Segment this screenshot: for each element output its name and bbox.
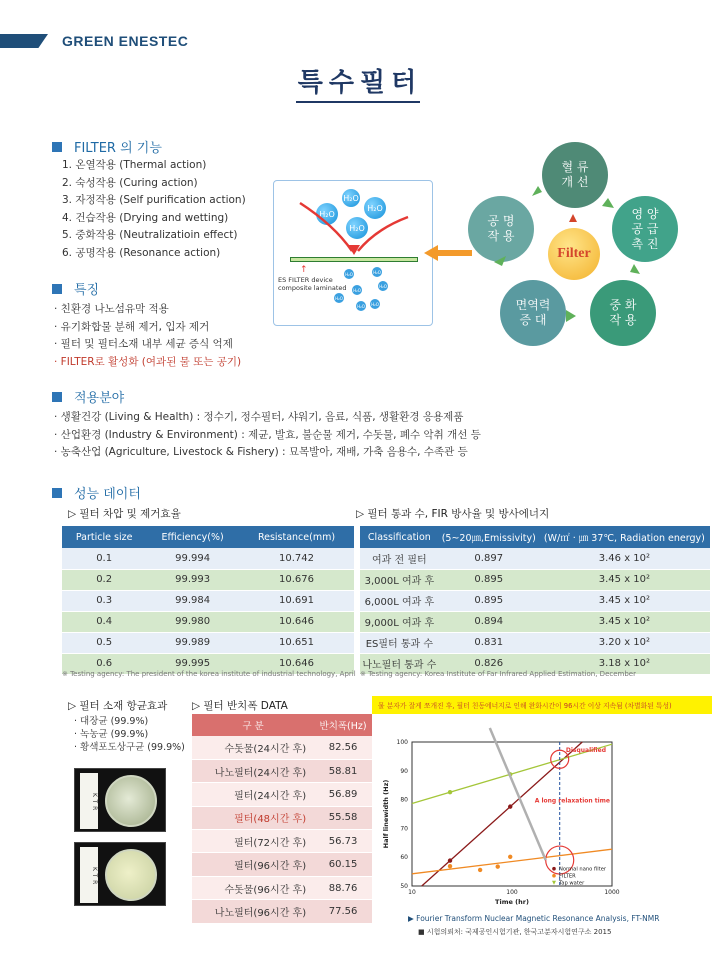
table-row: 0.2 99.993 10.676: [62, 569, 354, 590]
list-item: · 생활건강 (Living & Health) : 정수기, 정수필터, 샤워기, 음료, 식품, 생활환경 응용제품: [54, 411, 464, 423]
table1-note: ※ Testing agency: The president of the korea institute of industrial technology, April: [62, 670, 356, 678]
small-water-icon: H₂O: [352, 285, 362, 295]
chart-banner: 물 분자가 잘게 쪼개진 후, 필터 친동에너지로 인해 완화시간이 96시간 이상 지속됨 (차별화된 특성): [372, 696, 712, 714]
cycle-node-immunity: 면역력 증 대: [500, 280, 566, 346]
column-header: (5~20㎛,Emissivity): [439, 526, 539, 548]
column-header: Resistance(mm): [239, 526, 354, 548]
column-header: Efficiency(%): [146, 526, 239, 548]
list-item: 5. 중화작용 (Neutralizatioin effect): [62, 229, 238, 241]
small-water-icon: H₂O: [378, 281, 388, 291]
x-axis-label: Time (hr): [495, 898, 529, 906]
nmr-chart: [378, 716, 714, 912]
small-water-icon: H₂O: [372, 267, 382, 277]
filter-membrane: [290, 257, 418, 262]
table-row: 0.3 99.984 10.691: [62, 590, 354, 611]
table-row: 필터(96시간 후) 60.15: [192, 853, 372, 876]
linewidth-table: [192, 714, 372, 924]
x-tick-label: 100: [506, 889, 518, 896]
list-item: 3. 자정작용 (Self purification action): [62, 194, 246, 206]
list-item: · 녹농균 (99.9%): [74, 729, 149, 740]
dish-icon: [105, 775, 157, 827]
table-row: 여과 전 필터 0.897 3.46 x 10²: [360, 548, 710, 569]
test-paper: KTR: [80, 773, 98, 829]
performance-heading-text: 성능 데이터: [74, 487, 141, 502]
petri-dish-photo: [74, 768, 166, 832]
y-tick-label: 90: [400, 767, 408, 775]
list-item: 6. 공명작용 (Resonance action): [62, 246, 221, 259]
legend-marker: [552, 874, 556, 878]
performance-heading: [52, 483, 141, 502]
list-item: 1. 온열작용 (Thermal action): [62, 159, 207, 171]
table-row: 0.6 99.995 10.646: [62, 653, 354, 674]
data-point: [448, 858, 452, 862]
features-heading-text: 특징: [74, 283, 100, 298]
column-header: Particle size: [62, 526, 146, 548]
function-heading: [52, 137, 162, 156]
table-row: 수돗물(96시간 후) 88.76: [192, 876, 372, 899]
function-heading-text: FILTER 의 기능: [74, 141, 162, 156]
table-row: 6,000L 여과 후 0.895 3.45 x 10²: [360, 590, 710, 611]
list-item: · 친환경 나노섬유막 적용: [54, 303, 169, 315]
table-row: 나노필터 통과 수 0.826 3.18 x 10²: [360, 653, 710, 674]
page-title: 특수필터: [297, 68, 423, 98]
list-item: · 유기화합물 분해 제거, 입자 제거: [54, 320, 210, 333]
table-row: 나노필터(96시간 후) 77.56: [192, 900, 372, 923]
table2-note: ※ Testing agency: Korea Institute of Far Infrared Applied Estimation, December: [360, 670, 636, 678]
y-tick-label: 50: [400, 883, 408, 890]
data-point: [508, 804, 512, 808]
function-list: [62, 157, 246, 262]
square-bullet-icon: [52, 284, 62, 294]
cycle-node-neutralization: 중 화 작 용: [590, 280, 656, 346]
figure-label: ES FILTER device composite laminated: [278, 276, 347, 292]
table1-title: ▷ 필터 차압 및 제거효율: [68, 508, 181, 520]
y-tick-label: 70: [400, 825, 408, 833]
list-item: · 대장균 (99.9%): [74, 716, 149, 727]
application-heading-text: 적용분야: [74, 391, 125, 406]
table2-title: ▷ 필터 통과 수, FIR 방사율 및 방사에너지: [356, 508, 550, 520]
table-row: 필터(72시간 후) 56.73: [192, 830, 372, 853]
y-tick-label: 60: [400, 854, 408, 862]
list-item: · 필터 및 필터소재 내부 세균 증식 억제: [54, 338, 233, 350]
column-header: Classification: [360, 526, 439, 548]
water-molecule-icon: H₂O: [342, 189, 360, 207]
annotation-disqualified: Disqualified: [565, 747, 606, 754]
list-item: 2. 숙성작용 (Curing action): [62, 176, 198, 189]
small-water-icon: H₂O: [334, 293, 344, 303]
chart-source: ■ 시험의뢰처: 국제공인시험기관, 한국고분자시험연구소 2015: [418, 928, 612, 936]
table-row: 수돗물(24시간 후) 82.56: [192, 736, 372, 759]
data-point: [478, 868, 482, 872]
arrow-up-icon: ↑: [300, 265, 308, 275]
list-item: · 황색포도상구균 (99.9%): [74, 742, 185, 753]
filter-cycle-diagram: [462, 148, 680, 350]
plot-area: [412, 742, 612, 886]
water-molecule-icon: H₂O: [364, 197, 386, 219]
table-row: 9,000L 여과 후 0.894 3.45 x 10²: [360, 611, 710, 632]
table-header-row: [360, 526, 710, 548]
legend-label: FILTER: [559, 873, 576, 880]
cycle-node-blood: 혈 류 개 선: [542, 142, 608, 208]
application-heading: [52, 387, 124, 406]
fir-table: [360, 526, 710, 675]
brand-bar: [0, 34, 48, 48]
brand-name: GREEN ENESTEC: [62, 33, 189, 49]
dish-icon: [105, 849, 157, 901]
list-item: · FILTER로 활성화 (여과된 물 또는 공기): [54, 355, 242, 368]
petri-dish-photo: [74, 842, 166, 906]
square-bullet-icon: [52, 488, 62, 498]
cycle-arrows-icon: [462, 148, 680, 350]
table-row: 나노필터(24시간 후) 58.81: [192, 759, 372, 782]
antibacterial-list: [74, 715, 185, 754]
cycle-node-nutrition: 영 양 공 급 촉 진: [612, 196, 678, 262]
table-header-row: [62, 526, 354, 548]
table-row: 0.4 99.980 10.646: [62, 611, 354, 632]
y-tick-label: 100: [396, 739, 408, 746]
table-row: 0.5 99.989 10.651: [62, 632, 354, 653]
list-item: · 산업환경 (Industry & Environment) : 제균, 발효, 불순물 제거, 수돗물, 폐수 악취 개선 등: [54, 428, 481, 441]
arrows-icon: [294, 195, 414, 257]
list-item: · 농축산업 (Agriculture, Livestock & Fishery) : 묘목발아, 재배, 가축 음용수, 수족관 등: [54, 446, 468, 458]
water-molecule-icon: H₂O: [316, 203, 338, 225]
chart-footer: ▶ Fourier Transform Nuclear Magnetic Resonance Analysis, FT-NMR: [408, 914, 660, 923]
test-paper: KTR: [80, 847, 98, 903]
table3-title: ▷ 필터 반치폭 DATA: [192, 700, 288, 712]
application-list: [54, 409, 481, 462]
column-header: 구 분: [192, 714, 314, 736]
table-row: 0.1 99.994 10.742: [62, 548, 354, 569]
data-point: [448, 790, 452, 794]
table-header-row: [192, 714, 372, 736]
table-row: 필터(48시간 후) 55.58: [192, 806, 372, 829]
small-water-icon: H₂O: [356, 301, 366, 311]
cycle-center-filter: Filter: [548, 228, 600, 280]
filter-diagram: [273, 180, 433, 326]
cycle-node-resonance: 공 명 작 용: [468, 196, 534, 262]
column-header: (W/㎡ · ㎛ 37℃, Radiation energy): [539, 526, 710, 548]
square-bullet-icon: [52, 392, 62, 402]
y-axis-label: Half linewidth (Hz): [382, 779, 390, 849]
list-item: 4. 건습작용 (Drying and wetting): [62, 211, 229, 224]
features-heading: [52, 279, 99, 298]
data-point: [508, 855, 512, 859]
x-tick-label: 10: [408, 889, 416, 896]
features-list: [54, 301, 241, 371]
efficiency-table: [62, 526, 354, 675]
data-point: [496, 864, 500, 868]
small-water-icon: H₂O: [344, 269, 354, 279]
table-row: 필터(24시간 후) 56.89: [192, 783, 372, 806]
small-water-icon: H₂O: [370, 299, 380, 309]
title-underline: [296, 101, 420, 103]
table-row: ES필터 통과 수 0.831 3.20 x 10²: [360, 632, 710, 653]
annotation-relaxation: A long relaxation time: [534, 797, 610, 805]
legend-marker: [552, 867, 556, 871]
legend-label: Normal nano filter: [559, 866, 607, 873]
y-tick-label: 80: [400, 796, 408, 804]
x-tick-label: 1000: [604, 889, 620, 896]
column-header: 반치폭(Hz): [314, 714, 372, 736]
water-molecule-icon: H₂O: [346, 217, 368, 239]
square-bullet-icon: [52, 142, 62, 152]
legend-label: Tap water: [559, 880, 585, 887]
data-point: [448, 864, 452, 868]
table-row: 3,000L 여과 후 0.895 3.45 x 10²: [360, 569, 710, 590]
antibacterial-title: ▷ 필터 소재 항균효과: [68, 700, 168, 712]
